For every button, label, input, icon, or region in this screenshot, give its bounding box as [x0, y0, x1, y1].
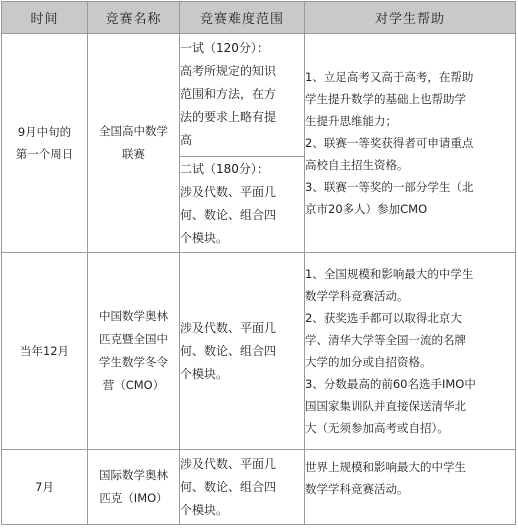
benefit-line: 1、立足高考又高于高考，在帮助 — [305, 70, 474, 84]
table-row — [2, 450, 516, 525]
range-line: 何、数论、组合四 — [180, 208, 277, 223]
name-line: 国际数学奥林 — [99, 468, 168, 482]
benefit-line: 高校自主招生资格。 — [305, 158, 409, 172]
benefit-cell — [305, 450, 516, 525]
header-student-benefit: 对学生帮助 — [305, 2, 516, 34]
name-line: 匹克暨全国中 — [99, 332, 168, 346]
time-line: 当年12月 — [19, 344, 70, 358]
competition-name-cell — [88, 450, 180, 525]
benefit-line: 学、清华大学等全国一流的名牌 — [305, 333, 466, 347]
benefit-line: 生提升思维能力； — [305, 114, 397, 128]
benefit-line: 数学学科竞赛活动。 — [305, 289, 409, 303]
time-line: 第一个周日 — [15, 147, 74, 161]
range-second-round-cell — [180, 156, 305, 252]
range-line: 何、数论、组合四 — [180, 343, 277, 358]
benefit-line: 世界上规模和影响最大的中学生 — [305, 460, 466, 474]
time-line: 9月中旬的 — [17, 125, 72, 139]
range-line: 法的要求上略有提 — [180, 110, 277, 125]
name-line: 营（CMO） — [102, 378, 165, 392]
range-line: 涉及代数、平面几 — [180, 185, 277, 200]
competition-name-cell — [88, 253, 180, 450]
range-line: 个模块。 — [180, 231, 229, 246]
range-line: 个模块。 — [180, 366, 229, 381]
time-line: 7月 — [35, 480, 54, 494]
range-first-round-cell — [180, 34, 305, 157]
benefit-line: 数学学科竞赛活动。 — [305, 482, 409, 496]
benefit-line: 大学的加分或自招资格。 — [305, 355, 432, 369]
header-time: 时间 — [2, 2, 88, 34]
name-line: 全国高中数学 — [99, 124, 168, 138]
range-line: 二试（180分）： — [180, 162, 269, 177]
name-line: 联赛 — [122, 147, 145, 161]
range-line: 一试（120分）： — [180, 41, 269, 56]
name-line: 匹克（IMO） — [99, 491, 168, 505]
competition-name-cell — [88, 34, 180, 253]
name-line: 中国数学奥林 — [99, 309, 168, 323]
time-cell — [2, 253, 88, 450]
time-cell — [2, 450, 88, 525]
header-row — [2, 2, 516, 34]
table-row — [2, 34, 516, 157]
competition-table — [1, 1, 516, 525]
benefit-line: 3、联赛一等奖的一部分学生（北 — [305, 180, 474, 194]
range-cell — [180, 450, 305, 525]
benefit-cell — [305, 253, 516, 450]
benefit-line: 京市20多人）参加CMO — [305, 202, 428, 216]
range-line: 高考所规定的知识 — [180, 64, 277, 79]
benefit-line: 2、联赛一等奖获得者可申请重点 — [305, 136, 474, 150]
name-line: 学生数学冬令 — [99, 355, 168, 369]
time-cell — [2, 34, 88, 253]
benefit-line: 1、全国规模和影响最大的中学生 — [305, 267, 474, 281]
header-competition-name: 竞赛名称 — [88, 2, 180, 34]
range-line: 个模块。 — [180, 502, 229, 517]
table-row — [2, 253, 516, 450]
range-line: 涉及代数、平面几 — [180, 320, 277, 335]
benefit-line: 大（无须参加高考或自招）。 — [305, 421, 449, 435]
benefit-line: 学生提升数学的基础上也帮助学 — [305, 92, 466, 106]
header-difficulty-range: 竞赛难度范围 — [180, 2, 305, 34]
benefit-line: 国国家集训队并直接保送清华北 — [305, 399, 466, 413]
range-cell — [180, 253, 305, 450]
benefit-line: 3、分数最高的前60名选手IMO中 — [305, 377, 476, 391]
range-line: 何、数论、组合四 — [180, 479, 277, 494]
benefit-line: 2、获奖选手都可以取得北京大 — [305, 311, 462, 325]
benefit-cell — [305, 34, 516, 253]
range-line: 涉及代数、平面几 — [180, 456, 277, 471]
range-line: 高 — [180, 133, 193, 148]
range-line: 范围和方法，在方 — [180, 87, 277, 102]
